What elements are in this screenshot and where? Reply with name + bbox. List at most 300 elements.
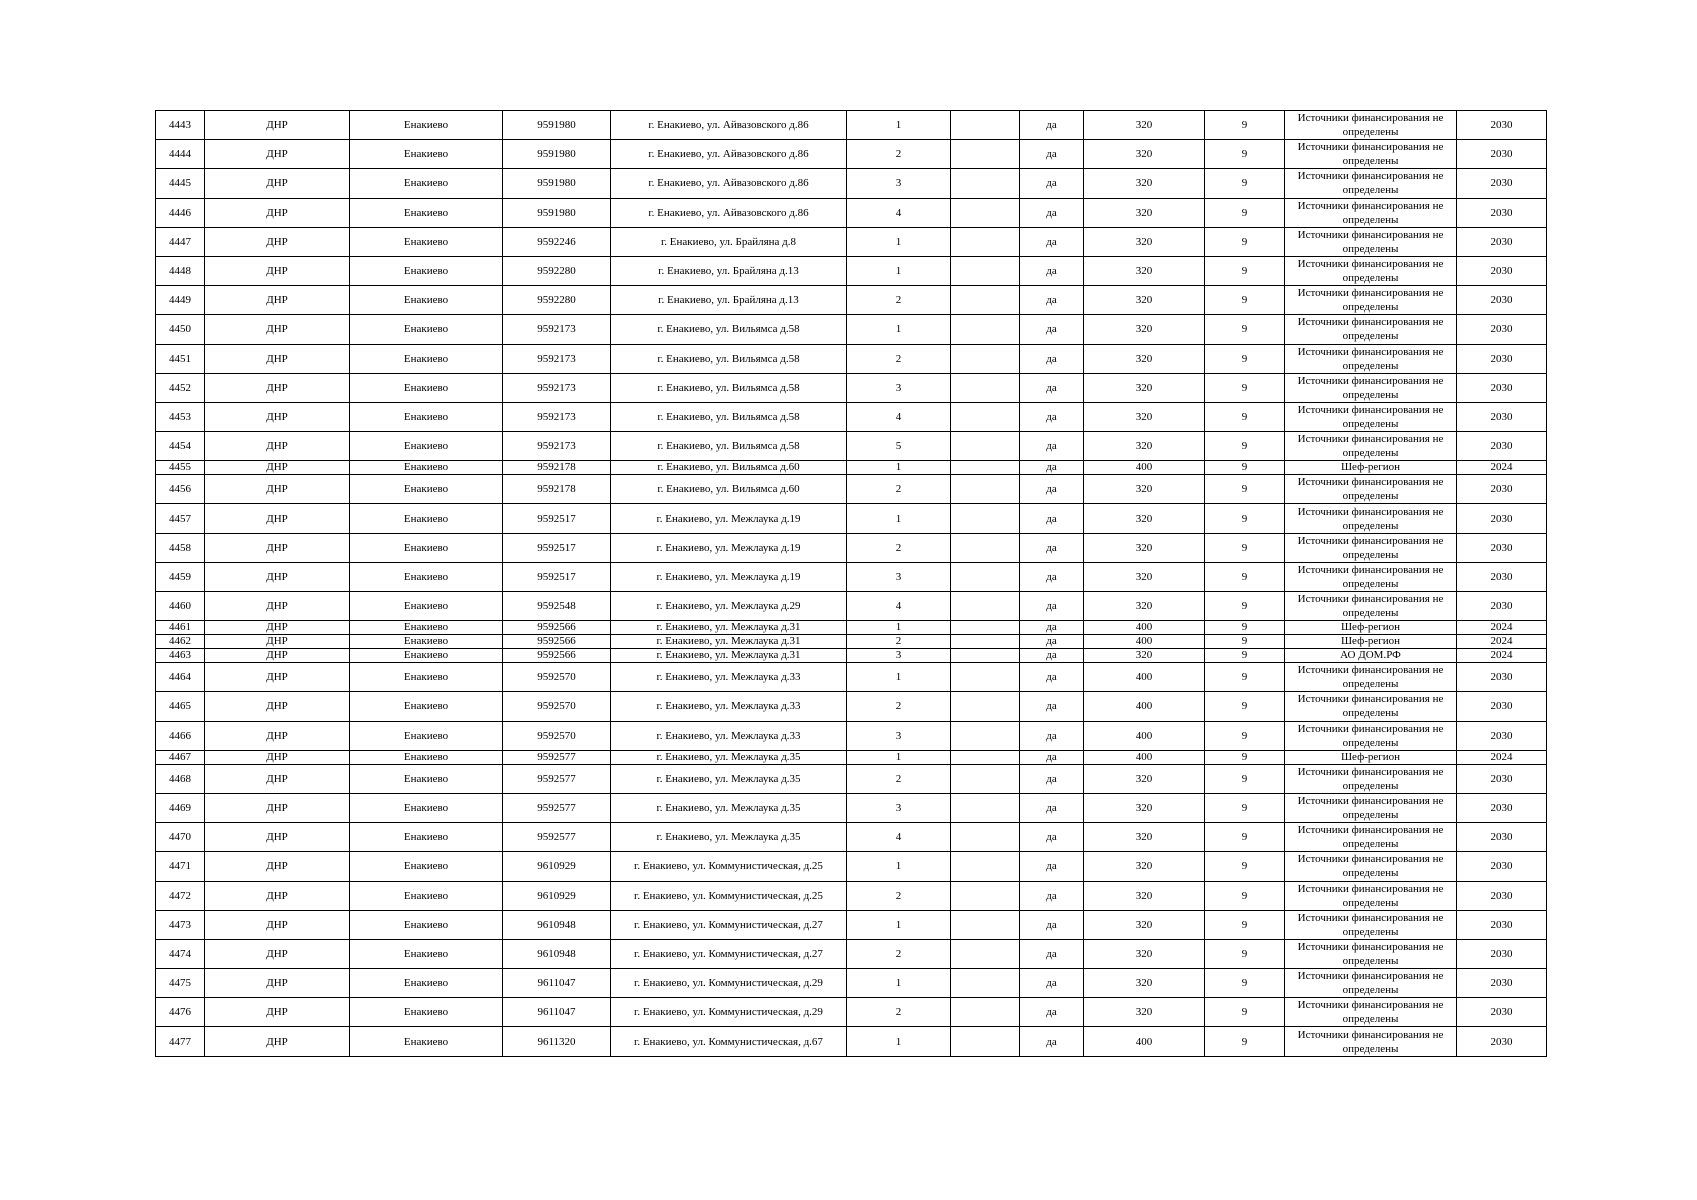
lift-number-cell: 2: [847, 533, 951, 562]
year-cell: 2030: [1457, 823, 1547, 852]
floors-cell: 9: [1205, 432, 1285, 461]
floors-cell: 9: [1205, 635, 1285, 649]
address-cell: г. Енакиево, ул. Межлаука д.29: [611, 592, 847, 621]
city-cell: Енакиево: [350, 140, 503, 169]
city-cell: Енакиево: [350, 1027, 503, 1056]
city-cell: Енакиево: [350, 111, 503, 140]
capacity-cell: 400: [1084, 721, 1205, 750]
table-row: [156, 750, 1547, 764]
city-cell: Енакиево: [350, 286, 503, 315]
table-row: [156, 344, 1547, 373]
empty-cell: [951, 750, 1020, 764]
funding-source-cell: Источники финансирования не определены: [1285, 169, 1457, 198]
flag-cell: да: [1020, 939, 1084, 968]
flag-cell: да: [1020, 402, 1084, 431]
funding-source-cell: Источники финансирования не определены: [1285, 286, 1457, 315]
lift-number-cell: 2: [847, 344, 951, 373]
empty-cell: [951, 1027, 1020, 1056]
funding-source-cell: Источники финансирования не определены: [1285, 140, 1457, 169]
lift-number-cell: 2: [847, 764, 951, 793]
year-cell: 2030: [1457, 402, 1547, 431]
row-number-cell: 4467: [156, 750, 205, 764]
capacity-cell: 320: [1084, 475, 1205, 504]
object-code-cell: 9592566: [503, 621, 611, 635]
address-cell: г. Енакиево, ул. Межлаука д.31: [611, 621, 847, 635]
lift-number-cell: 1: [847, 852, 951, 881]
row-number-cell: 4462: [156, 635, 205, 649]
floors-cell: 9: [1205, 562, 1285, 591]
empty-cell: [951, 635, 1020, 649]
floors-cell: 9: [1205, 1027, 1285, 1056]
address-cell: г. Енакиево, ул. Вильямса д.58: [611, 315, 847, 344]
row-number-cell: 4474: [156, 939, 205, 968]
address-cell: г. Енакиево, ул. Брайляна д.8: [611, 227, 847, 256]
table-row: [156, 793, 1547, 822]
row-number-cell: 4458: [156, 533, 205, 562]
address-cell: г. Енакиево, ул. Брайляна д.13: [611, 256, 847, 285]
capacity-cell: 320: [1084, 592, 1205, 621]
year-cell: 2024: [1457, 621, 1547, 635]
object-code-cell: 9592280: [503, 256, 611, 285]
lift-number-cell: 3: [847, 169, 951, 198]
capacity-cell: 320: [1084, 227, 1205, 256]
address-cell: г. Енакиево, ул. Межлаука д.31: [611, 635, 847, 649]
row-number-cell: 4446: [156, 198, 205, 227]
address-cell: г. Енакиево, ул. Коммунистическая, д.67: [611, 1027, 847, 1056]
city-cell: Енакиево: [350, 621, 503, 635]
row-number-cell: 4465: [156, 692, 205, 721]
empty-cell: [951, 939, 1020, 968]
object-code-cell: 9592517: [503, 504, 611, 533]
row-number-cell: 4443: [156, 111, 205, 140]
floors-cell: 9: [1205, 315, 1285, 344]
city-cell: Енакиево: [350, 649, 503, 663]
table-row: [156, 373, 1547, 402]
empty-cell: [951, 823, 1020, 852]
flag-cell: да: [1020, 910, 1084, 939]
year-cell: 2030: [1457, 721, 1547, 750]
floors-cell: 9: [1205, 721, 1285, 750]
object-code-cell: 9592570: [503, 721, 611, 750]
empty-cell: [951, 621, 1020, 635]
row-number-cell: 4473: [156, 910, 205, 939]
funding-source-cell: Источники финансирования не определены: [1285, 432, 1457, 461]
year-cell: 2030: [1457, 373, 1547, 402]
year-cell: 2030: [1457, 793, 1547, 822]
empty-cell: [951, 881, 1020, 910]
flag-cell: да: [1020, 344, 1084, 373]
year-cell: 2030: [1457, 692, 1547, 721]
lift-number-cell: 1: [847, 315, 951, 344]
object-code-cell: 9592173: [503, 432, 611, 461]
year-cell: 2024: [1457, 461, 1547, 475]
address-cell: г. Енакиево, ул. Межлаука д.35: [611, 764, 847, 793]
region-cell: ДНР: [205, 475, 350, 504]
object-code-cell: 9591980: [503, 111, 611, 140]
year-cell: 2030: [1457, 140, 1547, 169]
capacity-cell: 400: [1084, 750, 1205, 764]
row-number-cell: 4453: [156, 402, 205, 431]
capacity-cell: 400: [1084, 635, 1205, 649]
floors-cell: 9: [1205, 939, 1285, 968]
address-cell: г. Енакиево, ул. Межлаука д.35: [611, 823, 847, 852]
flag-cell: да: [1020, 621, 1084, 635]
flag-cell: да: [1020, 198, 1084, 227]
floors-cell: 9: [1205, 504, 1285, 533]
object-code-cell: 9592280: [503, 286, 611, 315]
flag-cell: да: [1020, 111, 1084, 140]
lift-number-cell: 1: [847, 621, 951, 635]
table-row: [156, 1027, 1547, 1056]
empty-cell: [951, 475, 1020, 504]
funding-source-cell: Источники финансирования не определены: [1285, 692, 1457, 721]
floors-cell: 9: [1205, 969, 1285, 998]
row-number-cell: 4460: [156, 592, 205, 621]
table-row: [156, 533, 1547, 562]
floors-cell: 9: [1205, 592, 1285, 621]
table-row: [156, 140, 1547, 169]
flag-cell: да: [1020, 823, 1084, 852]
empty-cell: [951, 998, 1020, 1027]
floors-cell: 9: [1205, 169, 1285, 198]
floors-cell: 9: [1205, 344, 1285, 373]
floors-cell: 9: [1205, 750, 1285, 764]
capacity-cell: 400: [1084, 692, 1205, 721]
capacity-cell: 320: [1084, 140, 1205, 169]
lift-number-cell: 2: [847, 475, 951, 504]
table-row: [156, 635, 1547, 649]
year-cell: 2030: [1457, 852, 1547, 881]
year-cell: 2030: [1457, 910, 1547, 939]
object-code-cell: 9592548: [503, 592, 611, 621]
capacity-cell: 320: [1084, 256, 1205, 285]
empty-cell: [951, 852, 1020, 881]
funding-source-cell: Источники финансирования не определены: [1285, 663, 1457, 692]
row-number-cell: 4452: [156, 373, 205, 402]
floors-cell: 9: [1205, 692, 1285, 721]
object-code-cell: 9610948: [503, 939, 611, 968]
lift-number-cell: 2: [847, 286, 951, 315]
region-cell: ДНР: [205, 998, 350, 1027]
year-cell: 2030: [1457, 111, 1547, 140]
region-cell: ДНР: [205, 504, 350, 533]
region-cell: ДНР: [205, 649, 350, 663]
object-code-cell: 9591980: [503, 140, 611, 169]
empty-cell: [951, 969, 1020, 998]
row-number-cell: 4450: [156, 315, 205, 344]
empty-cell: [951, 256, 1020, 285]
table-row: [156, 649, 1547, 663]
funding-source-cell: Источники финансирования не определены: [1285, 998, 1457, 1027]
year-cell: 2030: [1457, 256, 1547, 285]
funding-source-cell: Источники финансирования не определены: [1285, 198, 1457, 227]
year-cell: 2024: [1457, 649, 1547, 663]
row-number-cell: 4477: [156, 1027, 205, 1056]
lift-number-cell: 1: [847, 504, 951, 533]
empty-cell: [951, 111, 1020, 140]
lift-number-cell: 2: [847, 939, 951, 968]
year-cell: 2030: [1457, 227, 1547, 256]
object-code-cell: 9592517: [503, 562, 611, 591]
capacity-cell: 320: [1084, 432, 1205, 461]
capacity-cell: 320: [1084, 939, 1205, 968]
table-row: [156, 823, 1547, 852]
flag-cell: да: [1020, 663, 1084, 692]
floors-cell: 9: [1205, 111, 1285, 140]
table-row: [156, 227, 1547, 256]
flag-cell: да: [1020, 764, 1084, 793]
table-row: [156, 111, 1547, 140]
row-number-cell: 4448: [156, 256, 205, 285]
row-number-cell: 4445: [156, 169, 205, 198]
row-number-cell: 4456: [156, 475, 205, 504]
flag-cell: да: [1020, 373, 1084, 402]
floors-cell: 9: [1205, 793, 1285, 822]
city-cell: Енакиево: [350, 504, 503, 533]
capacity-cell: 320: [1084, 111, 1205, 140]
region-cell: ДНР: [205, 227, 350, 256]
floors-cell: 9: [1205, 910, 1285, 939]
capacity-cell: 320: [1084, 998, 1205, 1027]
object-code-cell: 9592173: [503, 373, 611, 402]
year-cell: 2030: [1457, 881, 1547, 910]
year-cell: 2030: [1457, 1027, 1547, 1056]
funding-source-cell: Источники финансирования не определены: [1285, 533, 1457, 562]
lift-number-cell: 1: [847, 227, 951, 256]
lift-number-cell: 3: [847, 721, 951, 750]
region-cell: ДНР: [205, 315, 350, 344]
year-cell: 2030: [1457, 344, 1547, 373]
object-code-cell: 9592577: [503, 793, 611, 822]
object-code-cell: 9591980: [503, 169, 611, 198]
floors-cell: 9: [1205, 475, 1285, 504]
city-cell: Енакиево: [350, 692, 503, 721]
lift-number-cell: 2: [847, 140, 951, 169]
floors-cell: 9: [1205, 764, 1285, 793]
address-cell: г. Енакиево, ул. Коммунистическая, д.27: [611, 910, 847, 939]
flag-cell: да: [1020, 475, 1084, 504]
city-cell: Енакиево: [350, 721, 503, 750]
year-cell: 2030: [1457, 475, 1547, 504]
object-code-cell: 9610929: [503, 881, 611, 910]
region-cell: ДНР: [205, 373, 350, 402]
region-cell: ДНР: [205, 111, 350, 140]
row-number-cell: 4447: [156, 227, 205, 256]
address-cell: г. Енакиево, ул. Коммунистическая, д.29: [611, 998, 847, 1027]
object-code-cell: 9610948: [503, 910, 611, 939]
floors-cell: 9: [1205, 402, 1285, 431]
row-number-cell: 4475: [156, 969, 205, 998]
empty-cell: [951, 227, 1020, 256]
year-cell: 2024: [1457, 635, 1547, 649]
table-row: [156, 475, 1547, 504]
city-cell: Енакиево: [350, 592, 503, 621]
funding-source-cell: Источники финансирования не определены: [1285, 721, 1457, 750]
flag-cell: да: [1020, 1027, 1084, 1056]
address-cell: г. Енакиево, ул. Айвазовского д.86: [611, 111, 847, 140]
empty-cell: [951, 592, 1020, 621]
object-code-cell: 9592246: [503, 227, 611, 256]
capacity-cell: 320: [1084, 881, 1205, 910]
capacity-cell: 400: [1084, 1027, 1205, 1056]
funding-source-cell: Источники финансирования не определены: [1285, 475, 1457, 504]
flag-cell: да: [1020, 649, 1084, 663]
address-cell: г. Енакиево, ул. Межлаука д.19: [611, 562, 847, 591]
empty-cell: [951, 344, 1020, 373]
lift-number-cell: 3: [847, 373, 951, 402]
lift-number-cell: 4: [847, 198, 951, 227]
object-code-cell: 9592570: [503, 663, 611, 692]
city-cell: Енакиево: [350, 562, 503, 591]
row-number-cell: 4449: [156, 286, 205, 315]
flag-cell: да: [1020, 461, 1084, 475]
capacity-cell: 320: [1084, 649, 1205, 663]
table-row: [156, 663, 1547, 692]
city-cell: Енакиево: [350, 939, 503, 968]
flag-cell: да: [1020, 998, 1084, 1027]
table-row: [156, 286, 1547, 315]
lift-number-cell: 2: [847, 998, 951, 1027]
empty-cell: [951, 649, 1020, 663]
capacity-cell: 320: [1084, 969, 1205, 998]
region-cell: ДНР: [205, 198, 350, 227]
floors-cell: 9: [1205, 286, 1285, 315]
region-cell: ДНР: [205, 823, 350, 852]
address-cell: г. Енакиево, ул. Коммунистическая, д.25: [611, 852, 847, 881]
row-number-cell: 4472: [156, 881, 205, 910]
row-number-cell: 4476: [156, 998, 205, 1027]
city-cell: Енакиево: [350, 533, 503, 562]
address-cell: г. Енакиево, ул. Вильямса д.60: [611, 461, 847, 475]
address-cell: г. Енакиево, ул. Коммунистическая, д.29: [611, 969, 847, 998]
city-cell: Енакиево: [350, 852, 503, 881]
city-cell: Енакиево: [350, 998, 503, 1027]
empty-cell: [951, 432, 1020, 461]
flag-cell: да: [1020, 169, 1084, 198]
lift-number-cell: 4: [847, 402, 951, 431]
flag-cell: да: [1020, 504, 1084, 533]
city-cell: Енакиево: [350, 344, 503, 373]
capacity-cell: 320: [1084, 793, 1205, 822]
row-number-cell: 4463: [156, 649, 205, 663]
object-code-cell: 9592577: [503, 764, 611, 793]
table-row: [156, 939, 1547, 968]
funding-source-cell: Источники финансирования не определены: [1285, 1027, 1457, 1056]
region-cell: ДНР: [205, 592, 350, 621]
year-cell: 2030: [1457, 198, 1547, 227]
address-cell: г. Енакиево, ул. Межлаука д.35: [611, 750, 847, 764]
empty-cell: [951, 692, 1020, 721]
funding-source-cell: Источники финансирования не определены: [1285, 402, 1457, 431]
region-cell: ДНР: [205, 635, 350, 649]
address-cell: г. Енакиево, ул. Вильямса д.58: [611, 402, 847, 431]
table-row: [156, 315, 1547, 344]
address-cell: г. Енакиево, ул. Межлаука д.35: [611, 793, 847, 822]
capacity-cell: 320: [1084, 169, 1205, 198]
region-cell: ДНР: [205, 140, 350, 169]
funding-source-cell: Шеф-регион: [1285, 750, 1457, 764]
capacity-cell: 320: [1084, 764, 1205, 793]
register-table-body: [156, 111, 1547, 1057]
table-row: [156, 461, 1547, 475]
empty-cell: [951, 764, 1020, 793]
capacity-cell: 320: [1084, 823, 1205, 852]
empty-cell: [951, 504, 1020, 533]
capacity-cell: 320: [1084, 852, 1205, 881]
object-code-cell: 9592566: [503, 635, 611, 649]
object-code-cell: 9592577: [503, 750, 611, 764]
address-cell: г. Енакиево, ул. Вильямса д.58: [611, 344, 847, 373]
row-number-cell: 4466: [156, 721, 205, 750]
funding-source-cell: Источники финансирования не определены: [1285, 373, 1457, 402]
table-row: [156, 852, 1547, 881]
city-cell: Енакиево: [350, 764, 503, 793]
funding-source-cell: Источники финансирования не определены: [1285, 793, 1457, 822]
city-cell: Енакиево: [350, 663, 503, 692]
flag-cell: да: [1020, 793, 1084, 822]
lift-number-cell: 1: [847, 1027, 951, 1056]
funding-source-cell: Источники финансирования не определены: [1285, 852, 1457, 881]
row-number-cell: 4454: [156, 432, 205, 461]
row-number-cell: 4444: [156, 140, 205, 169]
address-cell: г. Енакиево, ул. Айвазовского д.86: [611, 198, 847, 227]
year-cell: 2030: [1457, 998, 1547, 1027]
lift-number-cell: 1: [847, 663, 951, 692]
region-cell: ДНР: [205, 910, 350, 939]
table-row: [156, 198, 1547, 227]
flag-cell: да: [1020, 852, 1084, 881]
floors-cell: 9: [1205, 140, 1285, 169]
object-code-cell: 9592566: [503, 649, 611, 663]
funding-source-cell: Источники финансирования не определены: [1285, 315, 1457, 344]
object-code-cell: 9611320: [503, 1027, 611, 1056]
flag-cell: да: [1020, 533, 1084, 562]
region-cell: ДНР: [205, 562, 350, 591]
flag-cell: да: [1020, 721, 1084, 750]
address-cell: г. Енакиево, ул. Айвазовского д.86: [611, 140, 847, 169]
capacity-cell: 320: [1084, 402, 1205, 431]
funding-source-cell: Источники финансирования не определены: [1285, 227, 1457, 256]
table-row: [156, 692, 1547, 721]
funding-source-cell: Источники финансирования не определены: [1285, 111, 1457, 140]
funding-source-cell: Источники финансирования не определены: [1285, 504, 1457, 533]
address-cell: г. Енакиево, ул. Вильямса д.60: [611, 475, 847, 504]
floors-cell: 9: [1205, 621, 1285, 635]
city-cell: Енакиево: [350, 750, 503, 764]
funding-source-cell: Источники финансирования не определены: [1285, 344, 1457, 373]
empty-cell: [951, 721, 1020, 750]
year-cell: 2030: [1457, 432, 1547, 461]
year-cell: 2030: [1457, 533, 1547, 562]
empty-cell: [951, 140, 1020, 169]
empty-cell: [951, 910, 1020, 939]
capacity-cell: 320: [1084, 373, 1205, 402]
capacity-cell: 320: [1084, 504, 1205, 533]
year-cell: 2030: [1457, 562, 1547, 591]
region-cell: ДНР: [205, 764, 350, 793]
address-cell: г. Енакиево, ул. Межлаука д.33: [611, 721, 847, 750]
region-cell: ДНР: [205, 432, 350, 461]
table-row: [156, 562, 1547, 591]
floors-cell: 9: [1205, 461, 1285, 475]
flag-cell: да: [1020, 881, 1084, 910]
object-code-cell: 9592577: [503, 823, 611, 852]
region-cell: ДНР: [205, 692, 350, 721]
table-row: [156, 256, 1547, 285]
city-cell: Енакиево: [350, 198, 503, 227]
flag-cell: да: [1020, 592, 1084, 621]
flag-cell: да: [1020, 256, 1084, 285]
